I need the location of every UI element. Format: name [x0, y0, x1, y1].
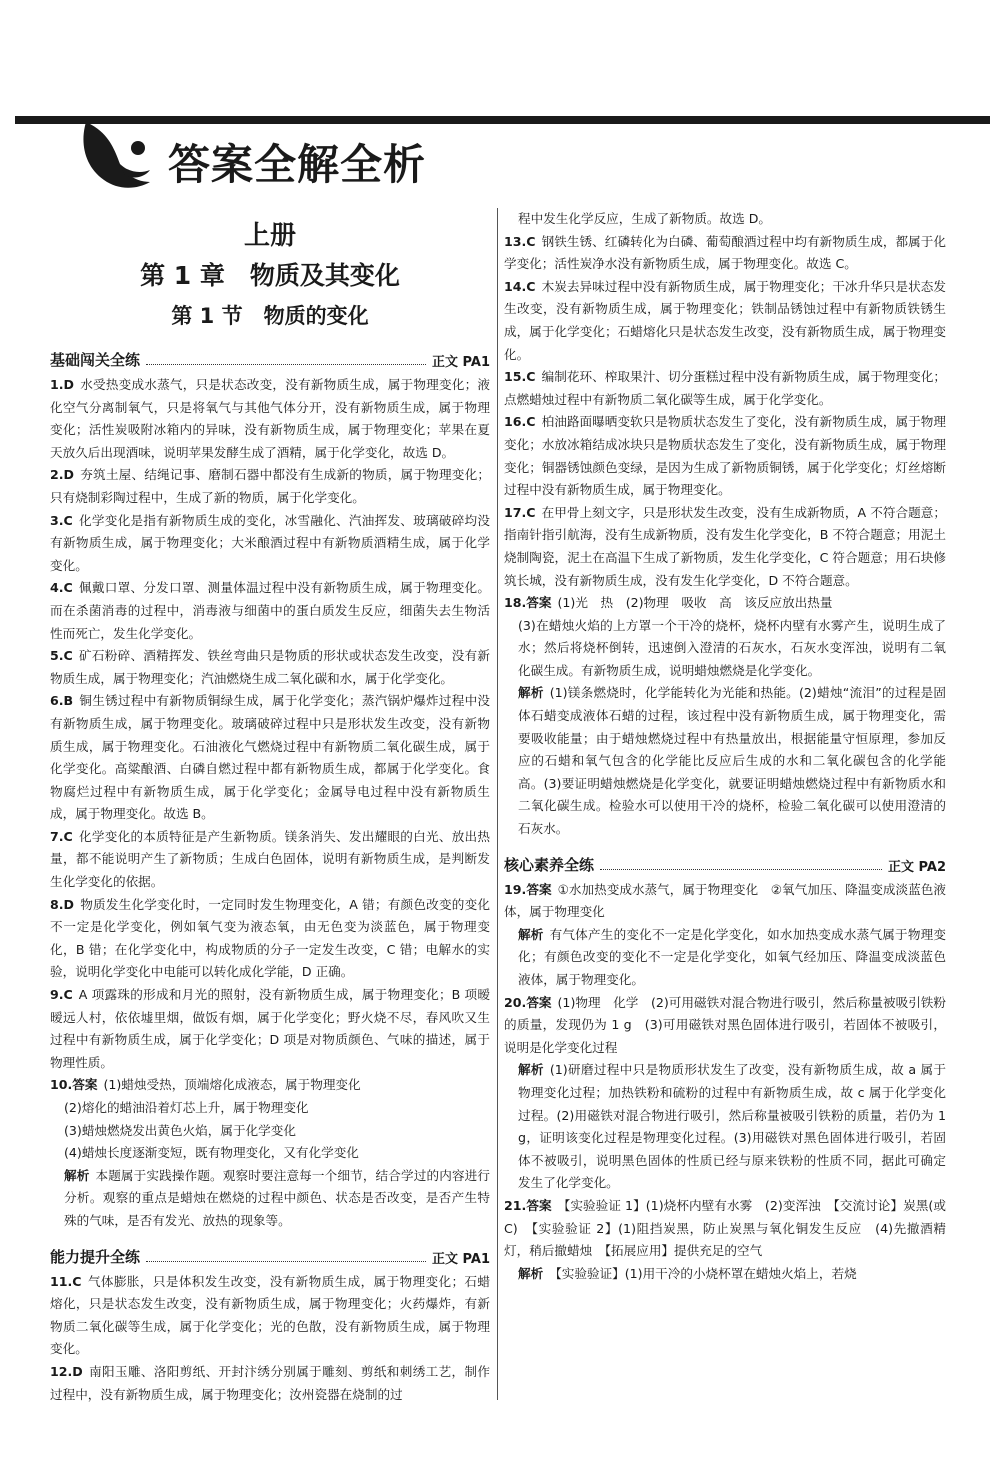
answer-subline: (3)在蜡烛火焰的上方罩一个干冷的烧杯，烧杯内壁有水雾产生，说明生成了水；然后将烧杯倒转，迅速倒入澄清的石灰水，石灰水变浑浊，说明有二氧化碳生成。有新物质生成，说明蜡烛燃烧是化学变化。 — [518, 617, 946, 678]
answer-continuation: 程中发生化学反应，生成了新物质。故选 D。 — [518, 211, 771, 226]
section-core-ref: 正文 PA2 — [888, 859, 946, 875]
answer-entry: 7.C 化学变化的本质特征是产生新物质。镁条消失、发出耀眼的白光、放出热量，都不能说明产生了新物质；生成白色固体，说明有新物质生成，是判断发生化学变化的依据。 — [50, 828, 490, 890]
section-basic-title: 基础闯关全练 — [50, 351, 141, 369]
analysis-entry: 解析 本题属于实践操作题。观察时要注意每一个细节，结合学过的内容进行分析。观察的重点是蜡烛在燃烧的过程中颜色、状态是否改变，是否产生特殊的气味，是否有发光、放热的现象等。 — [64, 1167, 491, 1228]
answer-entry: 20.答案 (1)物理 化学 (2)可用磁铁对混合物进行吸引，然后称量被吸引铁粉的质量，发现仍为 1 g (3)可用磁铁对黑色固体进行吸引，若固体不被吸引，说明是化学变化过程 — [504, 994, 946, 1055]
answer-subline: (2)熔化的蜡油沿着灯芯上升，属于物理变化 — [64, 1100, 309, 1115]
answer-entry: 13.C 钢铁生锈、红磷转化为白磷、葡萄酿酒过程中均有新物质生成，都属于化学变化；活性炭净水没有新物质生成，属于物理变化。故选 C。 — [504, 233, 946, 272]
answer-entry: 19.答案 ①水加热变成水蒸气，属于物理变化 ②氧气加压、降温变成淡蓝色液体，属于物理变化 — [504, 881, 946, 920]
answer-entry: 12.D 南阳玉雕、洛阳剪纸、开封汴绣分别属于雕刻、剪纸和刺绣工艺，制作过程中，没有新物质生成，属于物理变化；汝州瓷器在烧制的过 — [50, 1363, 490, 1402]
chapter-heading: 第 1 章 物质及其变化 — [140, 261, 400, 290]
answer-entry: 15.C 编制花环、榨取果汁、切分蛋糕过程中没有新物质生成，属于物理变化；点燃蜡烛过程中有新物质二氧化碳等生成，属于化学变化。 — [504, 369, 946, 407]
section-basic-header — [50, 344, 490, 370]
answer-entry: 9.C A 项露珠的形成和月光的照射，没有新物质生成，属于物理变化；B 项暧暧远人村，依依墟里烟，做饭有烟，属于化学变化；野火烧不尽，春风吹又生过程中有新物质生成，属于化学变化；D 项是对物质颜色、气味的描述，属于物理性质。 — [50, 987, 490, 1070]
answer-entry: 1.D 水受热变成水蒸气，只是状态改变，没有新物质生成，属于物理变化；液化空气分离制氧气，只是将氧气与其他气体分开，没有新物质生成，属于物理变化；活性炭吸附冰箱内的异味，没有新物质生成，属于物理变化；苹果在夏天放久后出现酒味，说明苹果发酵生成了酒精，属于化学变化，故选 D。 — [50, 377, 490, 460]
leader-dots — [146, 364, 426, 365]
answer-entry: 14.C 木炭去异味过程中没有新物质生成，属于物理变化；干冰升华只是状态发生改变，没有新物质生成，属于物理变化；铁制品锈蚀过程中有新物质铁锈生成，属于化学变化；石蜡熔化只是状态发生改变，没有新物质生成，属于物理变化。 — [504, 278, 946, 362]
section-ability-title: 能力提升全练 — [50, 1247, 141, 1266]
answer-entry: 10.答案 (1)蜡烛受热，顶端熔化成液态，属于物理变化 — [50, 1077, 361, 1093]
leader-dots — [146, 1261, 426, 1262]
column-divider — [497, 208, 498, 1400]
section-core-title: 核心素养全练 — [504, 855, 595, 874]
analysis-entry: 解析 (1)镁条燃烧时，化学能转化为光能和热能。(2)蜡烛“流泪”的过程是固体石蜡变成液体石蜡的过程，该过程中没有新物质生成，属于物理变化，需要吸收能量；由于蜡烛燃烧过程中有热量放出，根据能量守恒原理，参加反应的石蜡和氧气包含的化学能比反应后生成的水和二氧化碳包含的化学能高。(3)要证明蜡烛燃烧是化学变化，就要证明蜡烛燃烧过程中有新物质水和二氧化碳生成。检验水可以使用干冷的烧杯，检验二氧化碳可以使用澄清的石灰水。 — [518, 685, 947, 837]
answer-entry: 11.C 气体膨胀，只是体积发生改变，没有新物质生成，属于物理变化；石蜡熔化，只是状态发生改变，没有新物质生成，属于物理变化；火药爆炸，有新物质二氧化碳等生成，属于化学变化；光的色散，没有新物质生成，属于物理变化。 — [50, 1273, 490, 1357]
right-column — [504, 208, 946, 1285]
answer-entry: 3.C 化学变化是指有新物质生成的变化，冰雪融化、汽油挥发、玻璃破碎均没有新物质生成，属于物理变化；大米酿酒过程中有新物质酒精生成，属于化学变化。 — [50, 512, 490, 573]
analysis-entry: 解析 有气体产生的变化不一定是化学变化，如水加热变成水蒸气属于物理变化；有颜色改变的变化不一定是化学变化，如氧气经加压、降温变成淡蓝色液体，属于物理变化。 — [518, 926, 947, 987]
answer-subline: (3)蜡烛燃烧发出黄色火焰，属于化学变化 — [64, 1122, 296, 1138]
answer-entry: 21.答案 【实验验证 1】(1)烧杯内壁有水雾 (2)变浑浊 【交流讨论】炭黑(或 C) 【实验验证 2】(1)阻挡炭黑，防止炭黑与氧化铜发生反应 (4)先撤酒精灯，稍后撤蜡烛 【拓展应用】提供充足的空气 — [504, 1197, 946, 1259]
leader-dots — [600, 869, 882, 870]
answer-entry: 17.C 在甲骨上刻文字，只是形状发生改变，没有生成新物质，A 不符合题意；指南针指引航海，没有生成新物质，没有发生化学变化，B 不符合题意；用泥土烧制陶瓷，泥土在高温下生成了新物质，发生化学变化，C 符合题意；用石块修筑长城，没有新物质生成，没有发生化学变化，D 不符合题意。 — [504, 504, 946, 588]
left-column — [50, 208, 490, 1406]
answer-subline: (4)蜡烛长度逐渐变短，既有物理变化，又有化学变化 — [64, 1145, 359, 1161]
analysis-entry: 解析 (1)研磨过程中只是物质形状发生了改变，没有新物质生成，故 a 属于物理变化过程；加热铁粉和硫粉的过程中有新物质生成，故 c 属于化学变化过程。(2)用磁铁对混合物进行吸引，然后称量被吸引铁粉的质量，若仍为 1 g，证明该变化过程是物理变化过程。(3)用磁铁对黑色固体进行吸引，若固体不被吸引，说明黑色固体的性质已经与原来铁粉的性质不同，据此可确定发生了化学变化。 — [518, 1062, 946, 1191]
answer-entry: 16.C 柏油路面曝晒变软只是物质状态发生了变化，没有新物质生成，属于物理变化；水放冰箱结成冰块只是物质状态发生了变化，没有新物质生成，属于物理变化；铜器锈蚀颜色变绿，是因为生成了新物质铜锈，属于化学变化；灯丝熔断过程中没有新物质生成，属于物理变化。 — [504, 414, 946, 498]
section-core-header — [504, 849, 946, 875]
leaf-logo-icon — [78, 118, 160, 198]
section-heading: 第 1 节 物质的变化 — [171, 304, 369, 328]
answer-entry: 8.D 物质发生化学变化时，一定同时发生物理变化，A 错；有颜色改变的变化不一定是化学变化，例如氧气变为液态氧，由无色变为淡蓝色，属于物理变化，B 错；在化学变化中，构成物质的分子一定发生改变，C 错；电解水的实验，说明化学变化中电能可以转化成化学能，D 正确。 — [50, 896, 490, 980]
analysis-entry: 解析 【实验验证】(1)用干冷的小烧杯罩在蜡烛火焰上，若烧 — [518, 1265, 857, 1281]
section-ability-ref: 正文 PA1 — [432, 1251, 490, 1267]
section-basic-ref: 正文 PA1 — [432, 355, 490, 370]
section-ability-header — [50, 1241, 490, 1267]
book-title: 答案全解全析 — [168, 140, 427, 189]
volume-heading: 上册 — [243, 221, 296, 251]
answer-entry: 4.C 佩戴口罩、分发口罩、测量体温过程中没有新物质生成，属于物理变化。而在杀菌消毒的过程中，消毒液与细菌中的蛋白质发生反应，细菌失去生物活性而死亡，发生化学变化。 — [50, 580, 490, 641]
answer-entry: 6.B 铜生锈过程中有新物质铜绿生成，属于化学变化；蒸汽锅炉爆炸过程中没有新物质生成，属于物理变化。玻璃破碎过程中只是形状发生改变，没有新物质生成，属于物理变化。石油液化气燃烧过程中有新物质二氧化碳生成，属于化学变化。高粱酿酒、白磷自燃过程中都有新物质生成，都属于化学变化。食物腐烂过程中有新物质生成，属于化学变化；金属导电过程中没有新物质生成，属于物理变化。故选 B。 — [50, 693, 490, 822]
answer-entry: 5.C 矿石粉碎、酒精挥发、铁丝弯曲只是物质的形状或状态发生改变，没有新物质生成，属于物理变化；汽油燃烧生成二氧化碳和水，属于化学变化。 — [50, 648, 490, 686]
answer-entry: 18.答案 (1)光 热 (2)物理 吸收 高 该反应放出热量 — [504, 595, 833, 611]
header-rule — [15, 116, 990, 124]
answer-entry: 2.D 夯筑土屋、结绳记事、磨制石器中都没有生成新的物质，属于物理变化；只有烧制彩陶过程中，生成了新的物质，属于化学变化。 — [50, 467, 490, 505]
